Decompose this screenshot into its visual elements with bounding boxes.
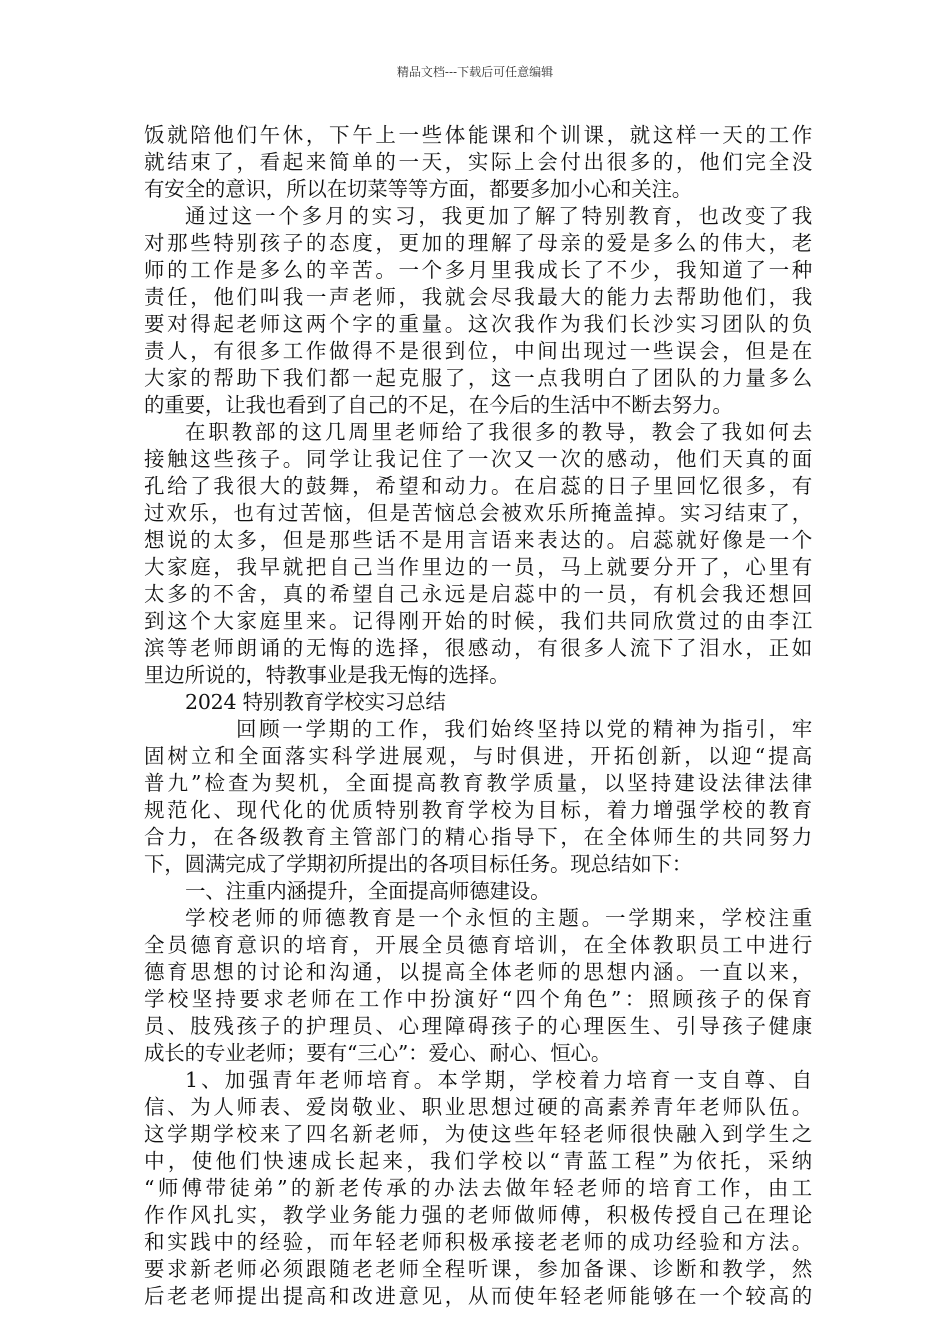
- text-line: 太多的不舍，真的希望自己永远是启蕊中的一员，有机会我还想回: [144, 582, 812, 606]
- text-line: 饭就陪他们午休，下午上一些体能课和个训课，就这样一天的工作: [144, 123, 812, 147]
- text-line: 的重要，让我也看到了自己的不足，在今后的生活中不断去努力。: [144, 393, 733, 417]
- text-line: 想说的太多，但是那些话不是用言语来表达的。启蕊就好像是一个: [144, 528, 812, 552]
- text-line: 滨等老师朗诵的无悔的选择，很感动，有很多人流下了泪水，正如: [144, 636, 812, 660]
- text-line: 2024 特别教育学校实习总结: [185, 690, 446, 714]
- text-line: 普九”检查为契机，全面提高教育教学质量，以坚持建设法律法律: [144, 771, 812, 795]
- text-line: 全员德育意识的培育，开展全员德育培训，在全体教职员工中进行: [144, 933, 812, 957]
- text-line: 中，使他们快速成长起来，我们学校以“青蓝工程”为依托，采纳: [144, 1149, 812, 1173]
- text-line: 责任，他们叫我一声老师，我就会尽我最大的能力去帮助他们，我: [144, 285, 812, 309]
- text-line: 责人，有很多工作做得不是很到位，中间出现过一些误会，但是在: [144, 339, 812, 363]
- text-line: 学校老师的师德教育是一个永恒的主题。一学期来，学校注重: [185, 906, 812, 930]
- text-line: 学校坚持要求老师在工作中扮演好“四个角色”：照顾孩子的保育: [144, 987, 812, 1011]
- text-line: 和实践中的经验，而年轻老师积极承接老老师的成功经验和方法。: [144, 1230, 812, 1254]
- text-line: 大家庭，我早就把自己当作里边的一员，马上就要分开了，心里有: [144, 555, 812, 579]
- text-line: 在职教部的这几周里老师给了我很多的教导，教会了我如何去: [185, 420, 812, 444]
- text-line: 就结束了，看起来简单的一天，实际上会付出很多的，他们完全没: [144, 150, 812, 174]
- text-line: 师的工作是多么的辛苦。一个多月里我成长了不少，我知道了一种: [144, 258, 812, 282]
- text-line: 里边所说的，特教事业是我无悔的选择。: [144, 663, 510, 687]
- text-line: 大家的帮助下我们都一起克服了，这一点我明白了团队的力量多么: [144, 366, 812, 390]
- text-line: 接触这些孩子。同学让我记住了一次又一次的感动，他们天真的面: [144, 447, 812, 471]
- text-line: 过欢乐，也有过苦恼，但是苦恼总会被欢乐所掩盖掉。实习结束了，: [144, 501, 812, 525]
- text-line: 有安全的意识，所以在切菜等等方面，都要多加小心和关注。: [144, 177, 693, 201]
- text-line: 员、肢残孩子的护理员、心理障碍孩子的心理医生、引导孩子健康: [144, 1014, 812, 1038]
- text-line: 信、为人师表、爱岗敬业、职业思想过硬的高素养青年老师队伍。: [144, 1095, 812, 1119]
- text-line: 到这个大家庭里来。记得刚开始的时候，我们共同欣赏过的由李江: [144, 609, 812, 633]
- text-line: 作作风扎实，教学业务能力强的老师做师傅，积极传授自己在理论: [144, 1203, 812, 1227]
- text-line: “师傅带徒弟”的新老传承的办法去做年轻老师的培育工作，由工: [144, 1176, 812, 1200]
- text-line: 成长的专业老师；要有“三心”：爱心、耐心、恒心。: [144, 1041, 612, 1065]
- text-line: 下，圆满完成了学期初所提出的各项目标任务。现总结如下：: [144, 852, 693, 876]
- text-line: 固树立和全面落实科学进展观，与时俱进，开拓创新，以迎“提高: [144, 744, 812, 768]
- text-line: 要对得起老师这两个字的重量。这次我作为我们长沙实习团队的负: [144, 312, 812, 336]
- text-line: 要求新老师必须跟随老老师全程听课，参加备课、诊断和教学，然: [144, 1257, 812, 1281]
- text-line: 对那些特别孩子的态度，更加的理解了母亲的爱是多么的伟大，老: [144, 231, 812, 255]
- text-line: 一、注重内涵提升，全面提高师德建设。: [185, 879, 551, 903]
- text-line: 这学期学校来了四名新老师，为使这些年轻老师很快融入到学生之: [144, 1122, 812, 1146]
- text-line: 合力，在各级教育主管部门的精心指导下，在全体师生的共同努力: [144, 825, 812, 849]
- document-body: [144, 122, 812, 1310]
- page-header: 精品文档---下载后可任意编辑: [396, 65, 554, 79]
- text-line: 规范化、现代化的优质特别教育学校为目标，着力增强学校的教育: [144, 798, 812, 822]
- text-line: 后老老师提出提高和改进意见，从而使年轻老师能够在一个较高的: [144, 1284, 812, 1308]
- text-line: 德育思想的讨论和沟通，以提高全体老师的思想内涵。一直以来，: [144, 960, 812, 984]
- text-line: 回顾一学期的工作，我们始终坚持以党的精神为指引，牢: [236, 717, 812, 741]
- text-line: 1、加强青年老师培育。本学期，学校着力培育一支自尊、自: [185, 1068, 812, 1092]
- text-line: 孔给了我很大的鼓舞，希望和动力。在启蕊的日子里回忆很多，有: [144, 474, 812, 498]
- text-line: 通过这一个多月的实习，我更加了解了特别教育，也改变了我: [185, 204, 812, 228]
